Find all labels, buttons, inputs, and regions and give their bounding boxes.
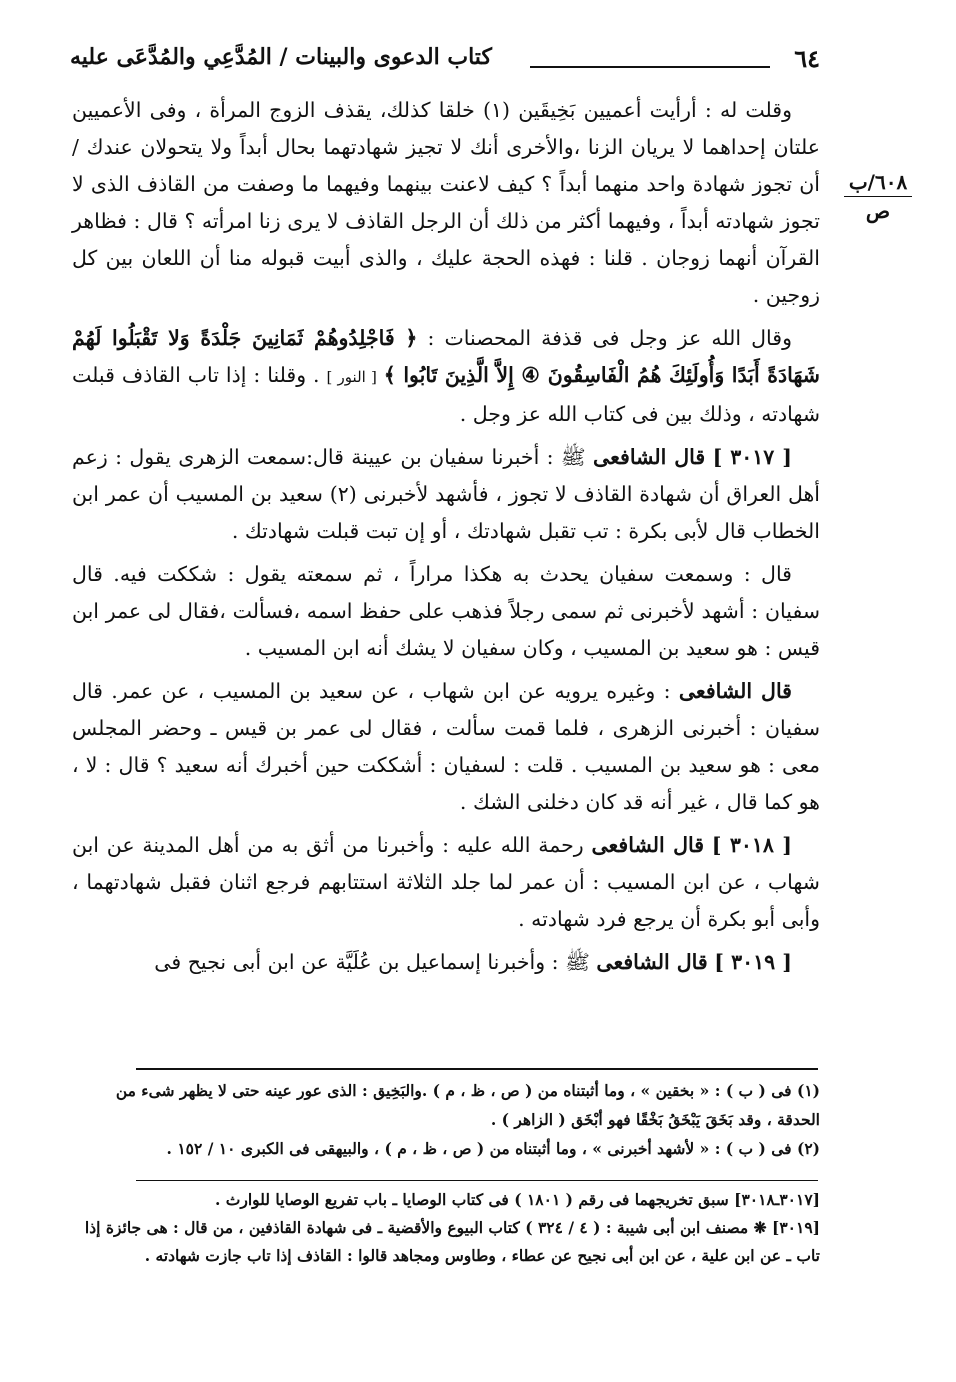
speaker-shafii: قال الشافعى — [593, 445, 706, 469]
paragraph-3018 — [72, 827, 820, 938]
paragraph-2-rest: . وقلنا : إذا تاب القاذف قبلت شهادته ، وذلك بين فى كتاب الله عز وجل . — [72, 363, 820, 426]
source-notes — [72, 1186, 820, 1270]
footnote-1: (١) فى ( ب ) : « بخقين » ، وما أثبتناه من ( ص ، ظ ، م ) .والبَخِيق : الذى عور عينه حتى لا يظهر شىء من الحدقة ، وقد بَخَقَ يَبْخَقُ بَخْقًا فهو أبْخَق ( الزاهر ) . — [115, 1081, 820, 1129]
folio-rule — [844, 196, 912, 197]
folio-reference: ٦٠٨/ب — [848, 170, 908, 194]
source-note-2: [٣٠١٩] ❋ مصنف ابن أبى شيبة : ( ٤ / ٣٢٤ ) كتاب البيوع والأقضية ـ فى شهادة القاذفين ، من قال : هى جائزة إذا تاب ـ عن ابن علية ، عن ابن أبى نجيح عن عطاء ، وطاوس ومجاهد قالوا : القاذف إذا تاب جازت شهادته . — [84, 1218, 820, 1265]
paragraph-3017 — [72, 439, 820, 550]
folio-siglum: ص — [865, 199, 891, 223]
header-rule — [530, 66, 770, 68]
page-header — [70, 44, 820, 84]
source-note-1: [٣٠١٧ـ٣٠١٨] سبق تخريجهما فى رقم ( ١٨٠١ ) فى كتاب الوصايا ـ باب تفريع الوصايا للوارث . — [214, 1190, 820, 1209]
paragraph-3019-text: : وأخبرنا إسماعيل بن عُلَيَّة عن ابن أبى نجيح فى — [154, 950, 559, 974]
paragraph-1: وقلت له : أرأيت أعميين بَخِيقَين (١) خلقا كذلك، يقذف الزوج المرأة ، وفى الأعميين علتان إحداهما لا يريان الزنا ،والأخرى أنك لا تجيز شهادتهما بحال أبداً ولا يتحولان عندك / أن تجوز شهادة واحد منهما أبداً ؟ كيف لاعنت بينهما وفيهما ما وصفت من القاذف الذى لا تجوز شهادته أبداً ، وفيهما أكثر من ذلك أن الرجل القاذف لا يرى زنا امرأته ؟ قال : فظاهر القرآن أنهما زوجان . قلنا : فهذه الحجة عليك ، والذى أبيت قبوله منا أن اللعان بين كل زوجين . — [72, 98, 820, 307]
footnote-2: (٢) فى ( ب ) : « لأشهد أخبرنى » ، وما أثبتناه من ( ص ، ظ ، م ) ، والبيهقى فى الكبرى ١٠ / ١٥٢ . — [166, 1139, 820, 1158]
report-number-3017: [ ٣٠١٧ ] — [712, 445, 792, 469]
page-number: ٦٤ — [794, 44, 820, 73]
paragraph-2 — [72, 320, 820, 433]
sources-separator — [136, 1180, 818, 1181]
honorific-glyph: ﷺ — [565, 950, 590, 974]
report-number-3019: [ ٣٠١٩ ] — [714, 950, 792, 974]
report-number-3018: [ ٣٠١٨ ] — [711, 833, 792, 857]
paragraph-3018-text: رحمة الله عليه : وأخبرنا من أثق به من أهل المدينة عن ابن شهاب ، عن ابن المسيب : أن عمر لما جلد الثلاثة استتابهم فرجع اثنان فقبل شهادتهما ، وأبى أبو بكرة أن يرجع فرد شهادته . — [72, 833, 820, 931]
paragraph-3019 — [72, 944, 820, 981]
speaker-shafii: قال الشافعى — [596, 950, 708, 974]
surah-reference: [ النور ] — [326, 368, 377, 386]
paragraph-2-intro: وقال الله عز وجل فى قذفة المحصنات : — [427, 326, 792, 350]
paragraph-3017-text: : أخبرنا سفيان بن عيينة قال:سمعت الزهرى يقول : زعم أهل العراق أن شهادة القاذف لا تجوز ، فأشهد لأخبرنى (٢) سعيد بن المسيب أن عمر ابن الخطاب قال لأبى بكرة : تب تقبل شهادتك ، أو إن تبت قبلت شهادتك . — [72, 445, 821, 543]
honorific-glyph: ﷺ — [560, 445, 586, 469]
quran-verse: ﴿ فَاجْلِدُوهُمْ ثَمَانِينَ جَلْدَةً وَلا تَقْبَلُوا لَهُمْ شَهَادَةً أَبَدًا وَأُولَئِكَ هُمُ الْفَاسِقُونَ ④ إِلاَّ الَّذِينَ تَابُوا ﴾ — [72, 326, 820, 387]
paragraph-5-text: : وغيره يرويه عن ابن شهاب ، عن سعيد بن المسيب ، عن عمر. قال سفيان : أخبرنى الزهرى ، فلما قمت سألت ، فقال لى عمر بن قيس ـ وحضر المجلس معى : هو سعيد بن المسيب . قلت : لسفيان : أشككت حين أخبرك أنه سعيد ؟ قال : لا ، هو كما قال ، غير أنه قد كان دخلنى الشك . — [72, 679, 820, 814]
running-title: كتاب الدعوى والبينات / المُدَّعِي والمُدَّعَى عليه — [70, 44, 492, 70]
footnotes — [72, 1076, 820, 1163]
footnote-separator — [136, 1068, 818, 1070]
manuscript-folio-note — [838, 170, 918, 223]
speaker-shafii: قال الشافعى — [678, 679, 792, 703]
paragraph-4: قال : وسمعت سفيان يحدث به هكذا مراراً ، ثم سمعته يقول : شككت فيه. قال سفيان : أشهد لأخبرنى ثم سمى رجلاً فذهب على حفظ اسمه ،فسألت ،فقال لى عمر ابن قيس : هو سعيد بن المسيب ، وكان سفيان لا يشك أنه ابن المسيب . — [72, 562, 820, 660]
speaker-shafii: قال الشافعى — [591, 833, 705, 857]
paragraph-5 — [72, 673, 820, 821]
main-text — [72, 92, 820, 987]
